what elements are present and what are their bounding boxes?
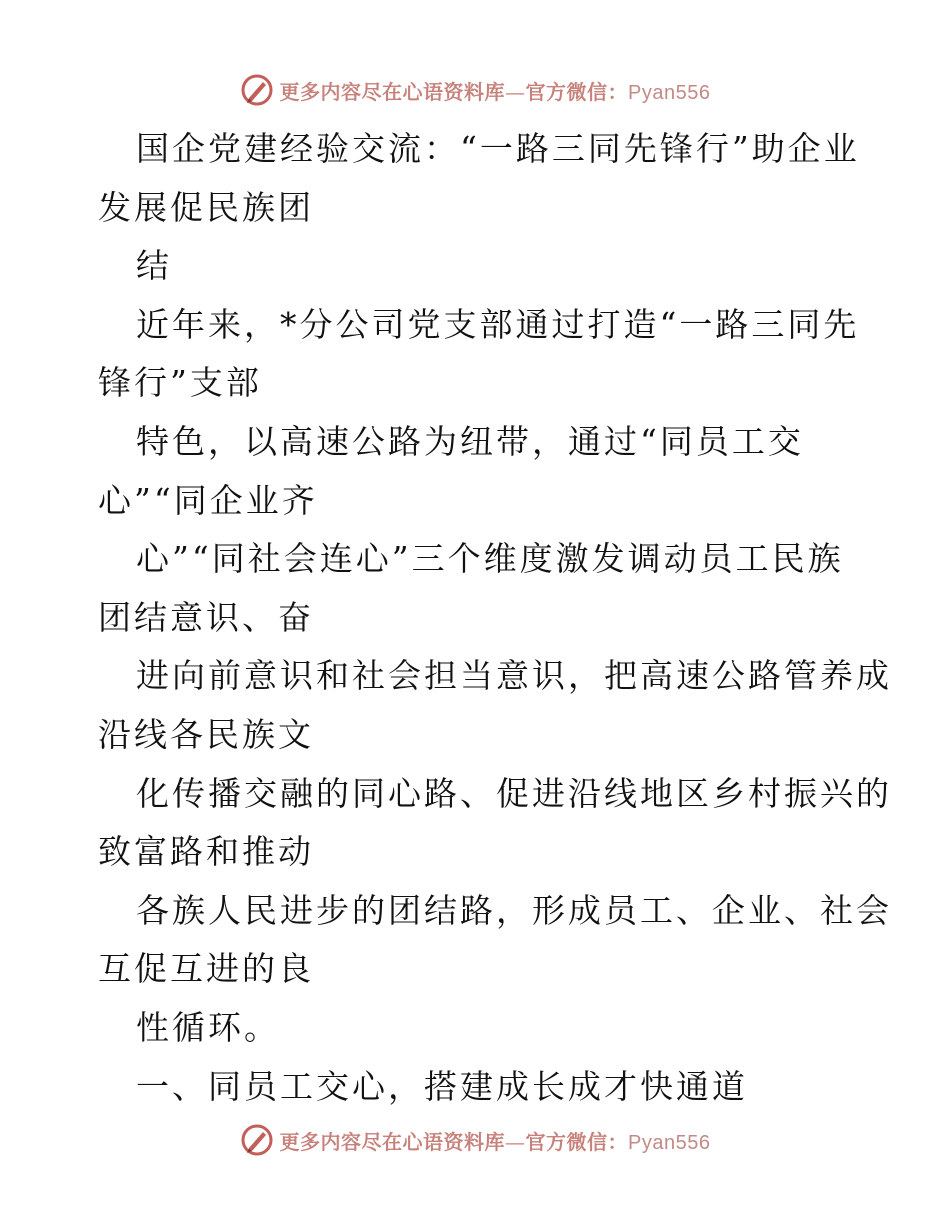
paragraph-line: 化传播交融的同心路、促进沿线地区乡村振兴的 (136, 773, 892, 813)
pen-logo-icon (240, 73, 274, 107)
paragraph-line: 近年来，*分公司党支部通过打造“一路三同先 (136, 304, 860, 344)
document-body (98, 120, 892, 1116)
watermark-text: 更多内容尽在心语资料库—官方微信：Pyan556 (279, 79, 711, 104)
paragraph-line: 沿线各民族文 (98, 714, 314, 754)
header-watermark (0, 70, 950, 110)
paragraph-line: 一、同员工交心，搭建成长成才快通道 (136, 1066, 748, 1106)
paragraph-line: 发展促民族团 (98, 187, 314, 227)
paragraph-line: 心”“同社会连心”三个维度激发调动员工民族 (136, 539, 844, 579)
paragraph-line: 致富路和推动 (98, 832, 314, 872)
paragraph-line: 国企党建经验交流：“一路三同先锋行”助企业 (136, 129, 860, 168)
paragraph-line: 特色，以高速公路为纽带，通过“同员工交 (136, 421, 804, 461)
paragraph-line: 各族人民进步的团结路，形成员工、企业、社会 (136, 890, 892, 930)
pen-logo-icon (240, 1123, 274, 1157)
paragraph-line: 进向前意识和社会担当意识，把高速公路管养成 (136, 656, 892, 696)
footer-watermark (0, 1120, 950, 1160)
paragraph-line: 性循环。 (136, 1007, 280, 1047)
paragraph-line: 团结意识、奋 (98, 597, 314, 637)
paragraph-line: 结 (136, 246, 172, 286)
paragraph-line: 心”“同企业齐 (98, 480, 318, 520)
watermark-text: 更多内容尽在心语资料库—官方微信：Pyan556 (279, 1129, 711, 1154)
paragraph-line: 互促互进的良 (98, 949, 314, 989)
paragraph-line: 锋行”支部 (98, 363, 262, 403)
